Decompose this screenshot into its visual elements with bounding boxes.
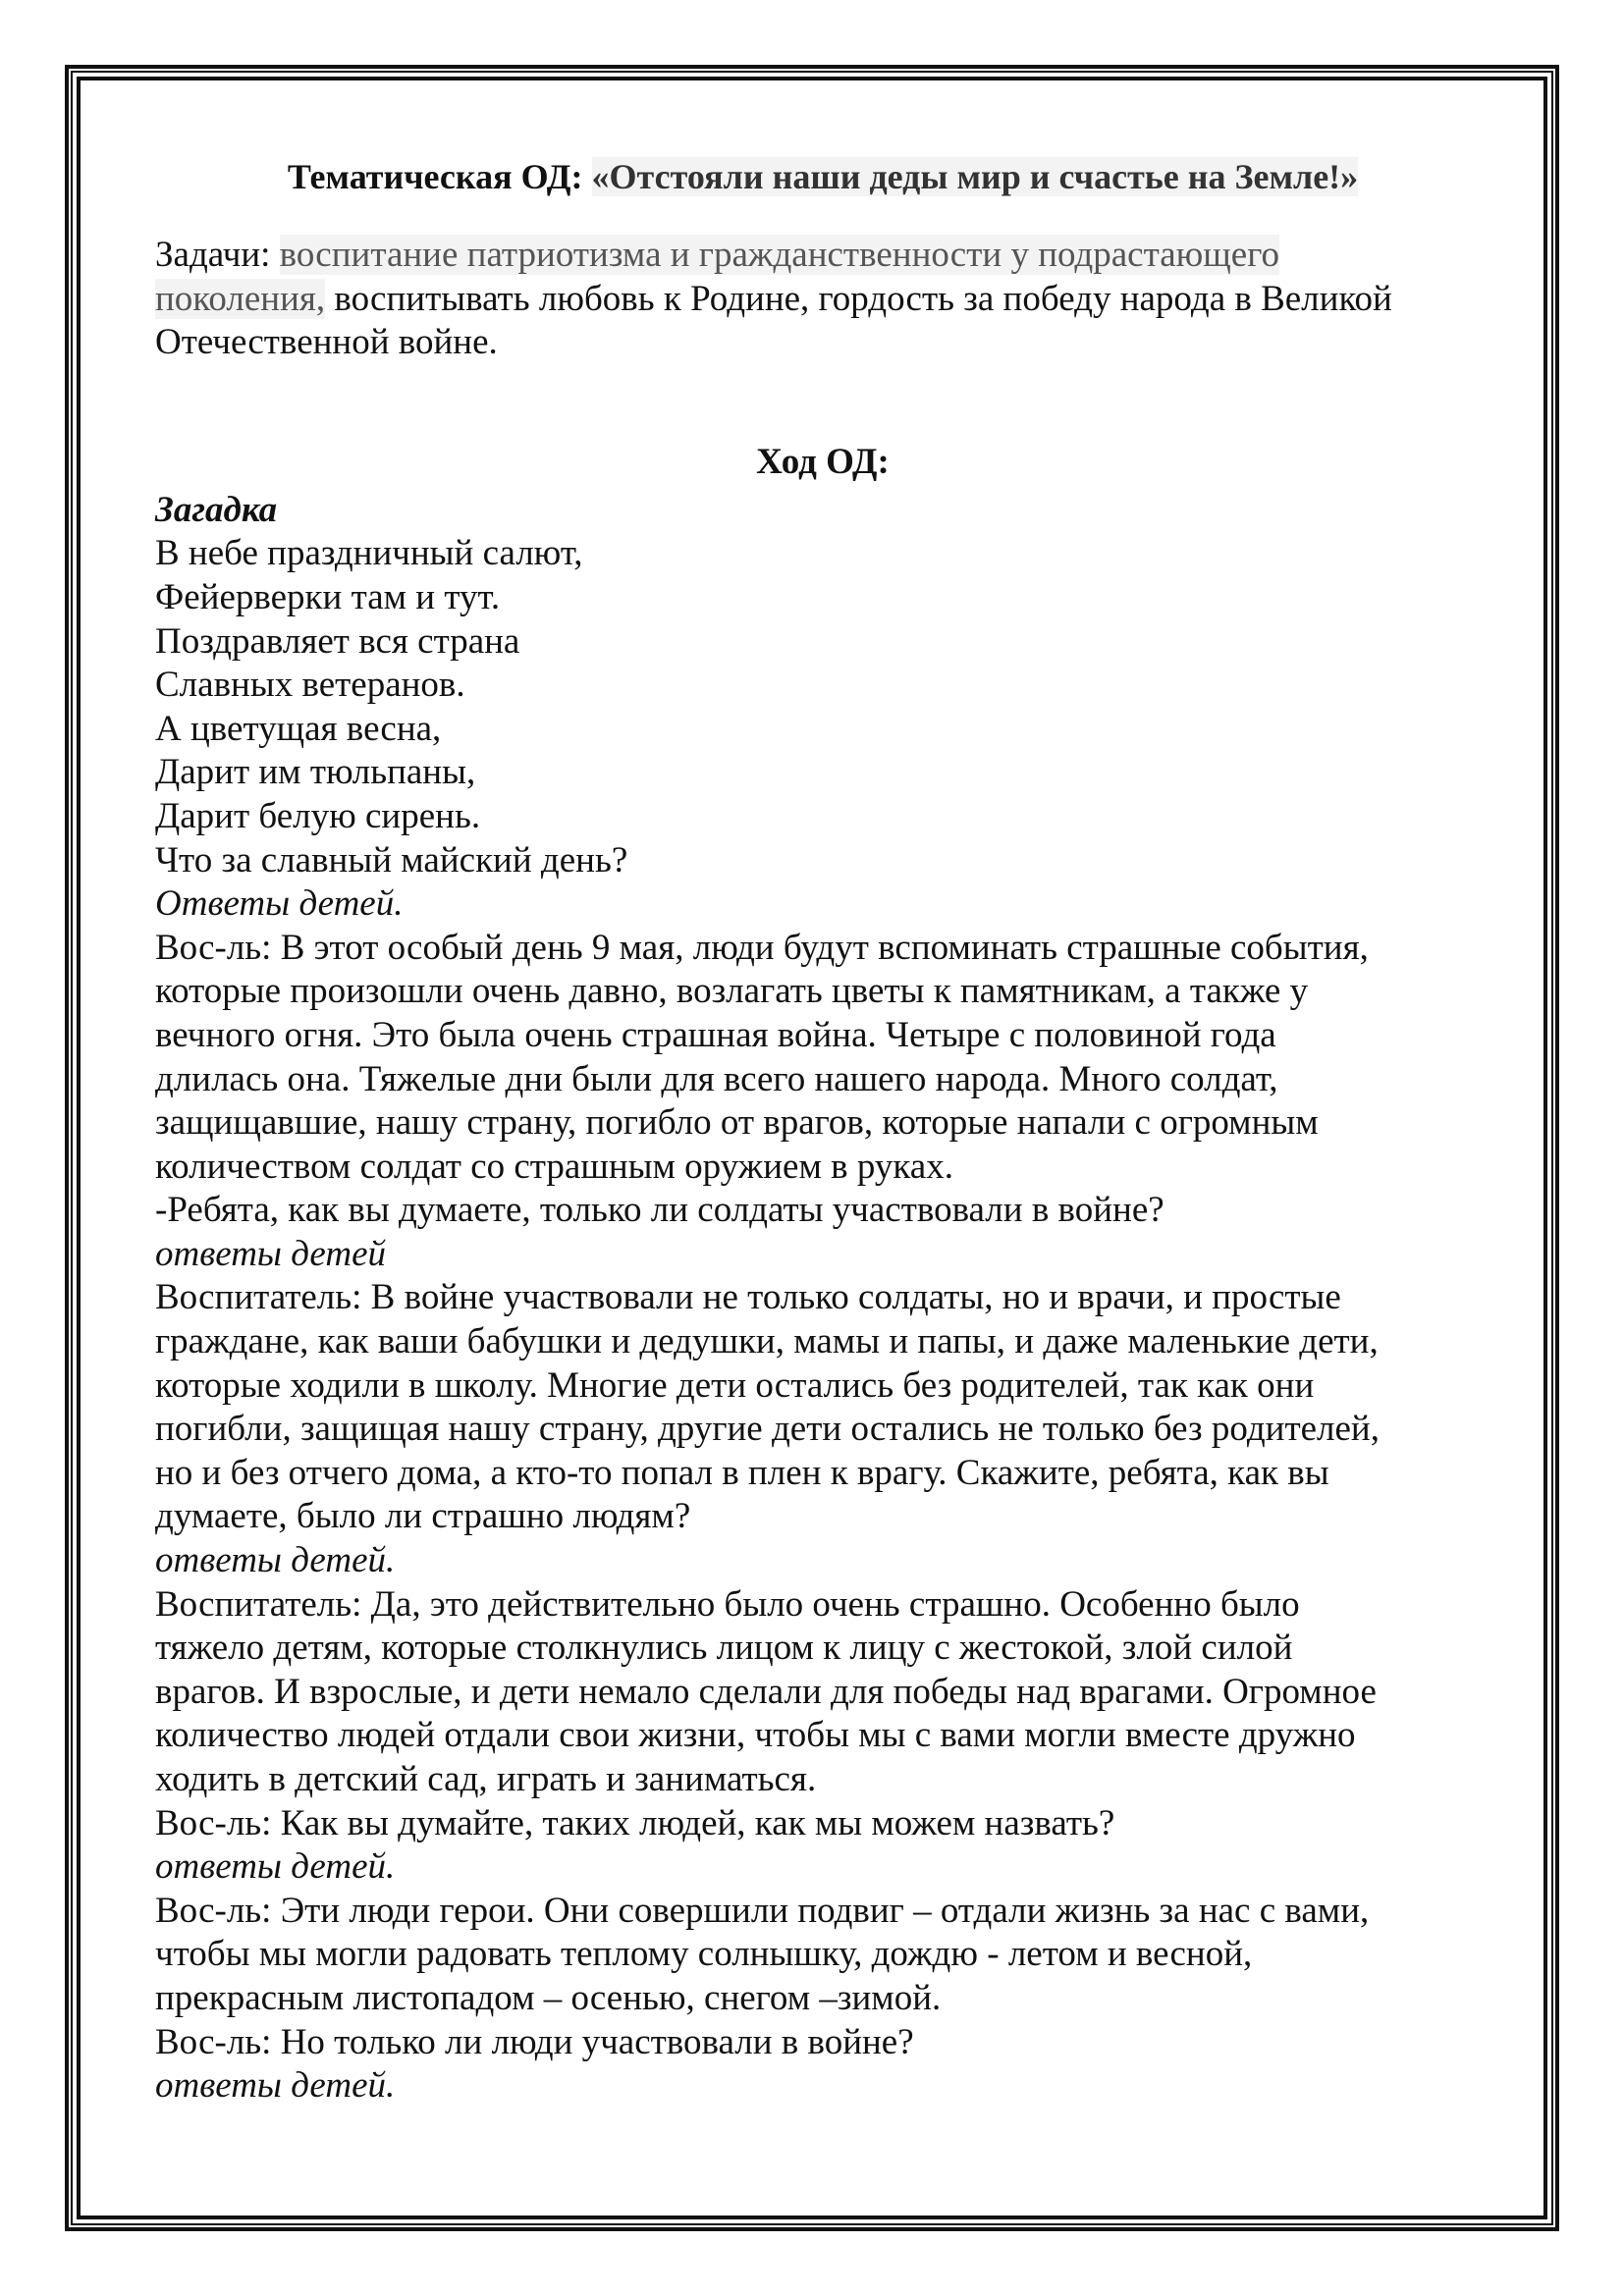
tasks-line-1 bbox=[155, 234, 1490, 278]
body-text-line: Вос-ль: Эти люди герои. Они совершили подвиг – отдали жизнь за нас с вами, bbox=[155, 1890, 1370, 1931]
body-text-line: Вос-ль: Но только ли люди участвовали в войне? bbox=[155, 2021, 914, 2062]
section-heading: Ход ОД: bbox=[756, 441, 890, 482]
tasks-highlight-1: воспитание патриотизма и гражданственности у подрастающего bbox=[279, 235, 1279, 275]
tasks-paragraph bbox=[155, 234, 1490, 365]
body-text-line: думаете, было ли страшно людям? bbox=[155, 1496, 691, 1537]
body-text-line: но и без отчего дома, а кто-то попал в плен к врагу. Скажите, ребята, как вы bbox=[155, 1452, 1329, 1493]
children-answers-note: Ответы детей. bbox=[155, 883, 404, 925]
body-text-line: Вос-ль: В этот особый день 9 мая, люди будут вспоминать страшные события, bbox=[155, 927, 1369, 968]
body-text-line: В небе праздничный салют, bbox=[155, 533, 583, 574]
body-text-line: Фейерверки там и тут. bbox=[155, 576, 501, 617]
body-text-line: защищавшие, нашу страну, погибло от врагов, которые напали с огромным bbox=[155, 1102, 1319, 1144]
title-prefix: Тематическая ОД: bbox=[287, 157, 592, 196]
body-text-line: чтобы мы могли радовать теплому солнышку, дождю - летом и весной, bbox=[155, 1934, 1253, 1975]
body-text-line: -Ребята, как вы думаете, только ли солдаты участвовали в войне? bbox=[155, 1190, 1164, 1231]
body-text-line: врагов. И взрослые, и дети немало сделали для победы над врагами. Огромное bbox=[155, 1671, 1377, 1712]
children-answers-note: ответы детей. bbox=[155, 1846, 396, 1888]
body-text-line: тяжело детям, которые столкнулись лицом к лицу с жестокой, злой силой bbox=[155, 1628, 1293, 1669]
document-content bbox=[155, 147, 1490, 2109]
body-text-line: прекрасным листопадом – осенью, снегом –зимой. bbox=[155, 1977, 942, 2018]
body-text-line: Вос-ль: Как вы думайте, таких людей, как мы можем назвать? bbox=[155, 1802, 1115, 1843]
body-text-line: которые ходили в школу. Многие дети остались без родителей, так как они bbox=[155, 1364, 1315, 1406]
body-text-line: граждане, как ваши бабушки и дедушки, мамы и папы, и даже маленькие дети, bbox=[155, 1321, 1379, 1362]
body-text-line: Дарит им тюльпаны, bbox=[155, 752, 476, 793]
tasks-highlight-2: поколения, bbox=[155, 278, 326, 319]
body-text-line: Поздравляет вся страна bbox=[155, 620, 520, 662]
children-answers-note: ответы детей. bbox=[155, 2065, 396, 2107]
body-text-line: Воспитатель: В войне участвовали не только солдаты, но и врачи, и простые bbox=[155, 1277, 1341, 1318]
children-answers-note: ответы детей. bbox=[155, 1540, 396, 1581]
title-quote: «Отстояли наши деды мир и счастье на Земле!» bbox=[591, 157, 1359, 196]
children-answers-note: ответы детей bbox=[155, 1233, 386, 1274]
tasks-line-2 bbox=[155, 278, 1490, 322]
document-title bbox=[155, 147, 1490, 206]
body-text-line: Что за славный майский день? bbox=[155, 839, 628, 881]
tasks-label: Задачи: bbox=[155, 235, 280, 275]
tasks-line-3: Отечественной войне. bbox=[155, 322, 498, 363]
body-text-line: Славных ветеранов. bbox=[155, 665, 465, 706]
body-text-line: длилась она. Тяжелые дни были для всего нашего народа. Много солдат, bbox=[155, 1058, 1278, 1099]
body-text-line: погибли, защищая нашу страну, другие дети остались не только без родителей, bbox=[155, 1409, 1380, 1450]
body-text-line: Дарит белую сирень. bbox=[155, 795, 481, 836]
body-text-line: вечного огня. Это была очень страшная война. Четыре с половиной года bbox=[155, 1014, 1276, 1055]
body-text-line: количество людей отдали свои жизни, чтобы мы с вами могли вместе дружно bbox=[155, 1715, 1356, 1756]
body-text-line: ходить в детский сад, играть и заниматься. bbox=[155, 1759, 817, 1799]
body-text-line: которые произошли очень давно, возлагать цветы к памятникам, а также у bbox=[155, 971, 1309, 1012]
body-text-line: А цветущая весна, bbox=[155, 708, 442, 749]
body-text-line: количеством солдат со страшным оружием в руках. bbox=[155, 1146, 953, 1187]
document-body bbox=[155, 489, 1490, 2109]
body-text-line: Воспитатель: Да, это действительно было очень страшно. Особенно было bbox=[155, 1583, 1300, 1625]
riddle-heading: Загадка bbox=[155, 489, 278, 530]
tasks-rest-2: воспитывать любовь к Родине, гордость за победу народа в Великой bbox=[325, 278, 1392, 319]
